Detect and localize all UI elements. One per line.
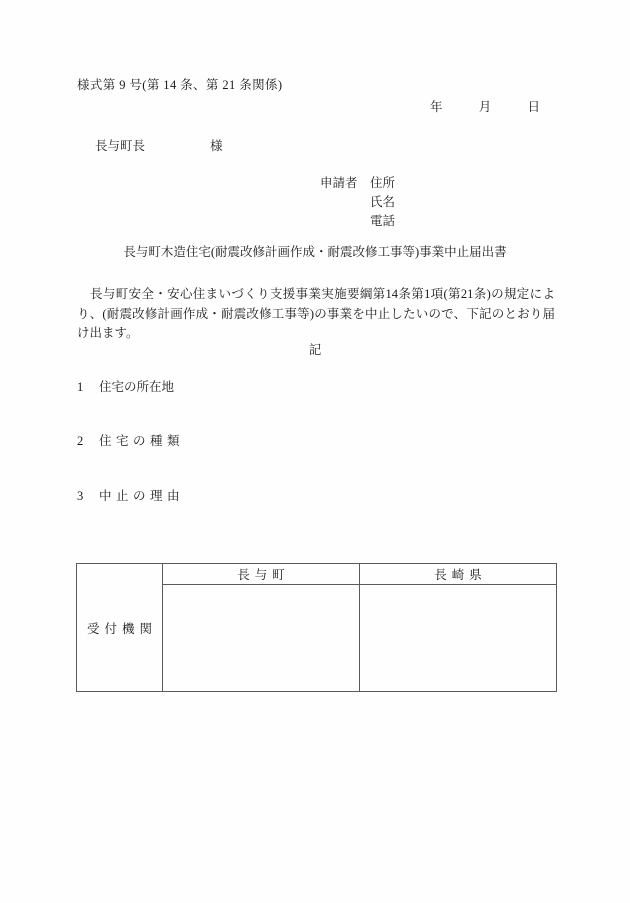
applicant-label: 申請者 — [320, 176, 358, 190]
applicant-address-row — [320, 174, 395, 193]
date-month: 月 — [478, 100, 492, 114]
table-cell-town-stamp[interactable] — [163, 585, 360, 692]
applicant-name-row — [320, 193, 395, 212]
item-number-1: 1 — [77, 380, 84, 394]
date-day: 日 — [527, 100, 541, 114]
table-cell-prefecture-stamp[interactable] — [360, 585, 557, 692]
ki-mark: 記 — [308, 343, 322, 357]
date-line — [430, 97, 540, 115]
table-header-row — [77, 564, 557, 585]
item-number-3: 3 — [77, 489, 84, 503]
receipt-agency-label-cell: 受付機関 — [77, 564, 163, 692]
item-number-2: 2 — [77, 434, 84, 448]
date-year: 年 — [430, 100, 443, 114]
item-label-2: 住宅の種類 — [99, 434, 185, 448]
item-label-3: 中止の理由 — [99, 489, 185, 503]
applicant-block — [320, 174, 395, 231]
body-paragraph: 長与町安全・安心住まいづくり支援事業実施要綱第14条第1項(第21条)の規定により、(耐震改修計画作成・耐震改修工事等)の事業を中止したいので、下記のとおり届け出ます。 — [77, 287, 555, 340]
list-item — [77, 431, 184, 449]
table-header-town: 長与町 — [163, 564, 360, 585]
list-item — [77, 377, 174, 395]
applicant-field-name: 氏名 — [370, 195, 396, 209]
document-title: 長与町木造住宅(耐震改修計画作成・耐震改修工事等)事業中止届出書 — [123, 245, 507, 259]
addressee-line — [95, 136, 223, 154]
receipt-agency-table — [76, 563, 557, 692]
form-number: 様式第 9 号(第 14 条、第 21 条関係) — [77, 78, 283, 92]
addressee-honorific: 様 — [210, 139, 223, 153]
addressee-recipient: 長与町長 — [95, 139, 146, 153]
list-item — [77, 486, 184, 504]
applicant-field-address: 住所 — [370, 176, 396, 190]
table-header-prefecture: 長崎県 — [360, 564, 557, 585]
applicant-field-phone: 電話 — [370, 214, 396, 228]
applicant-phone-row — [320, 212, 395, 231]
item-label-1: 住宅の所在地 — [99, 380, 175, 394]
